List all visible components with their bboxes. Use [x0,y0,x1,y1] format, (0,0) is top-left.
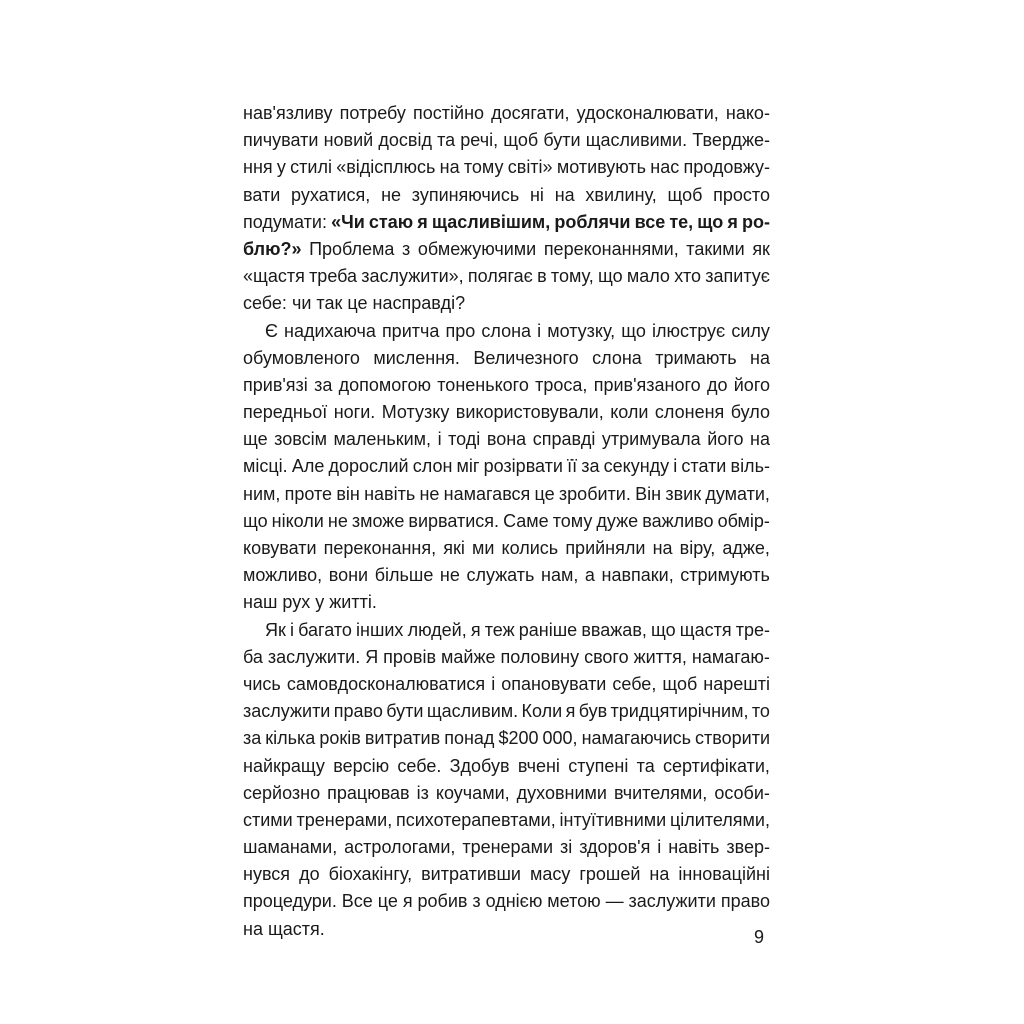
text-line [243,372,770,399]
word: мислення. [373,347,460,368]
word: намагаю- [691,646,770,667]
word: і [491,673,496,694]
text-line [243,644,770,671]
word: у [276,157,286,178]
word: Є [265,320,278,341]
word: кілька [265,728,316,749]
word: колись [501,538,559,558]
word: які [443,538,465,558]
word: Проблема [309,238,395,259]
word: віль- [730,456,770,477]
word: Все [341,891,373,912]
word: що [621,320,646,341]
word: навпаки, [601,565,674,586]
word: версію [333,755,390,776]
word: тренерами, [296,809,393,830]
text-line [243,562,770,589]
word: багато [298,619,352,640]
word: щоб [503,130,539,151]
word: передньої [243,402,328,423]
text-line [243,508,770,535]
text-line [243,236,770,263]
word: слоненя [654,402,725,423]
word: психотерапевтами, [396,809,556,830]
word: щоб [662,673,698,694]
word: місці. [243,456,288,477]
word: зробити. [558,483,631,504]
word: майже [441,646,496,667]
text-line [243,263,770,290]
word: навіть [668,837,720,858]
word: насправді? [372,293,466,314]
bold-word: все [634,211,666,232]
word: намагаючись [581,728,691,749]
word: дуже [596,510,639,531]
word: стилі [290,157,332,178]
word: Здобув [449,755,510,776]
word: і [657,837,662,858]
word: це [347,293,368,314]
bold-word: я [417,211,428,232]
word: та [437,130,456,151]
word: розірвати [483,456,563,477]
word: право [720,891,770,912]
word: нувся [243,864,291,885]
word: я [470,619,481,640]
word: працював [327,782,410,803]
word: а [584,565,595,586]
word: зможе [351,510,405,531]
word: тому, [550,266,594,287]
word: рухатися, [291,184,371,205]
text-line [243,535,770,562]
word: нас [650,157,680,178]
word: пичувати [243,130,319,151]
word: нарешті [703,673,770,694]
word: тоненького [437,374,529,395]
word: думати, [705,483,770,504]
text-line [243,753,770,780]
word: вони [328,565,369,586]
word: було [730,402,770,423]
word: і [537,320,542,341]
word: рух [282,592,311,613]
text-line [243,916,770,943]
word: прив'язі [243,374,308,395]
word: хто [674,266,702,287]
word: його [707,429,744,450]
word: слон [412,456,453,477]
word: троса, [535,374,588,395]
bold-word: стаю [368,211,414,232]
word: «щастя [243,266,305,287]
word: половину [500,646,580,667]
word: грошей [579,864,641,885]
word: прийняли [565,538,646,558]
word: світі» [507,157,553,178]
word: Він [635,483,662,504]
word: витративши [421,864,521,885]
word: теж [484,619,515,640]
word: запитує [705,266,770,287]
word: щастя. [267,918,325,939]
text-line [243,888,770,915]
text-line [243,617,770,644]
word: я [402,891,413,912]
text-line [243,807,770,834]
word: про [445,320,476,341]
word: ні [529,184,544,205]
word: нако- [725,103,770,123]
word: служать [466,565,535,586]
word: тренерами [462,837,554,858]
word: астрологами, [344,837,456,858]
word: Але [291,456,325,477]
word: до [299,864,320,885]
text-line [243,209,770,236]
word: 000, [542,728,578,749]
word: щастя [679,619,732,640]
word: провів [383,646,437,667]
word: за [243,728,262,749]
word: за [314,374,333,395]
word: не [381,184,402,205]
word: утримувала [601,429,701,450]
word: мотивують [556,157,647,178]
word: Як [265,619,286,640]
word: з [472,891,481,912]
word: маленьким, [333,429,432,450]
word: вважав, [581,619,647,640]
word: духовними [516,782,607,803]
word: можливо, [243,565,323,586]
word: раніше [518,619,578,640]
word: заслужити», [361,266,464,287]
word: цілителями, [669,809,770,830]
word: ковувати [243,538,317,558]
word: вона [486,429,527,450]
word: намагався [443,483,531,504]
word: хвилину, [585,184,657,205]
word: слона [481,320,532,341]
word: використовували, [455,402,604,423]
word: і [290,619,294,640]
text-line [243,318,770,345]
word: обмежуючими [417,238,537,259]
text-line [243,127,770,154]
word: стати [681,456,727,477]
word: новий [323,130,374,151]
word: ння [243,157,273,178]
text-line [243,154,770,181]
word: людей, [407,619,467,640]
word: такими [686,238,745,259]
word: на [652,538,673,558]
word: адже, [722,538,770,558]
word: опановувати [501,673,607,694]
word: заслужити [243,701,331,722]
word: не [439,565,460,586]
text-line [243,834,770,861]
word: подумати: [243,211,327,232]
bold-word: щасливішим, [431,211,551,232]
word: просто [713,184,770,205]
word: полягає [467,266,533,287]
word: продовжу- [683,157,770,178]
word: чись [243,673,281,694]
word: тридцятирічним, [610,701,749,722]
word: це [377,891,398,912]
text-line [243,481,770,508]
word: звер- [726,837,770,858]
word: стримують [680,565,770,586]
bold-word: ро- [741,211,770,232]
word: коли [610,402,649,423]
word: тоді [448,429,481,450]
bold-word: «Чи [331,211,365,232]
word: тре- [735,619,770,640]
word: стими [243,809,293,830]
word: і [437,429,442,450]
word: свого [584,646,629,667]
word: міг [456,456,480,477]
word: шаманами, [243,837,338,858]
text-line [243,100,770,127]
word: у [315,592,325,613]
word: дорослий [328,456,409,477]
word: серйозно [243,782,321,803]
word: Величезного [473,347,579,368]
word: понад [444,728,495,749]
word: навіть [364,483,416,504]
word: на [439,157,460,178]
word: робив [417,891,468,912]
word: особи- [714,782,770,803]
word: удосконалювати, [576,103,719,123]
word: ноги. [333,402,376,423]
word: Я [365,646,379,667]
word: чи [291,293,312,314]
text-line [243,671,770,698]
word: до [706,374,728,395]
word: житті. [329,592,377,613]
text-line [243,182,770,209]
word: це [534,483,555,504]
word: масу [529,864,571,885]
word: мотузку, [547,320,616,341]
text-line [243,780,770,807]
word: обумовленого [243,347,360,368]
word: постійно [413,103,485,123]
word: на [750,347,770,368]
word: надихаюча [284,320,376,341]
word: Коли [521,701,563,722]
word: самовдосконалюватися [286,673,486,694]
word: зовсім [274,429,327,450]
word: на [554,184,575,205]
word: досягати, [491,103,570,123]
word: інших [356,619,404,640]
word: важливо [642,510,714,531]
word: процедури. [243,891,337,912]
text-line [243,725,770,752]
paragraph [243,318,770,617]
word: на [243,918,263,939]
word: його [733,374,770,395]
word: потребу [339,103,406,123]
word: прив'язаного [593,374,701,395]
word: коучами, [435,782,510,803]
bold-word: я [727,211,738,232]
word: себе: [243,293,287,314]
bold-word: що [697,211,724,232]
word: із [416,782,429,803]
word: однією [485,891,543,912]
bold-word: блю?» [243,238,302,259]
paragraph [243,100,770,318]
word: більше [374,565,434,586]
word: в [537,266,547,287]
word: створити [695,728,770,749]
word: переконаннями, [543,238,679,259]
text-line [243,290,770,317]
word: себе. [397,755,442,776]
word: вчителями, [613,782,708,803]
word: був [578,701,608,722]
word: $200 [498,728,539,749]
word: що [651,619,676,640]
word: зі [559,837,573,858]
word: притча [381,320,440,341]
bold-word: роблячи [554,211,631,232]
word: Саме [503,510,549,531]
word: так [316,293,343,314]
word: витратив [364,728,441,749]
word: мало [626,266,670,287]
word: вирватися. [408,510,500,531]
word: заслужити. [267,646,361,667]
word: ступені [568,755,629,776]
word: себе, [612,673,657,694]
word: інтуїтивними [559,809,667,830]
word: Мотузку [381,402,450,423]
word: не [327,510,348,531]
text-line [243,426,770,453]
word: звик [665,483,702,504]
word: щоб [667,184,703,205]
paragraph [243,617,770,943]
body-text [243,100,770,943]
word: її [567,456,578,477]
word: я [565,701,576,722]
word: наш [243,592,278,613]
text-line [243,345,770,372]
word: секунду [603,456,670,477]
word: слона [592,347,642,368]
word: силу [731,320,770,341]
word: то [751,701,770,722]
word: заслужити [628,891,716,912]
bold-word: те, [669,211,694,232]
word: з [402,238,411,259]
word: за [581,456,600,477]
word: на [649,864,670,885]
word: обмір- [717,510,770,531]
word: бути [543,130,581,151]
word: тому [552,510,593,531]
text-line [243,589,770,616]
text-line [243,861,770,888]
word: і [673,456,678,477]
word: вати [243,184,281,205]
word: нав'язливу [243,103,333,123]
word: ніколи [271,510,324,531]
word: віру, [679,538,716,558]
word: ми [471,538,495,558]
word: та [636,755,655,776]
word: не [419,483,440,504]
word: тому [463,157,504,178]
word: найкращу [243,755,325,776]
word: нам, [541,565,579,586]
word: допомогою [338,374,431,395]
word: переконання, [323,538,437,558]
word: ще [243,429,268,450]
word: він [336,483,360,504]
word: метою [547,891,601,912]
text-line [243,453,770,480]
word: щасливим. [426,701,519,722]
text-line [243,698,770,725]
word: інноваційні [678,864,770,885]
word: право [333,701,383,722]
word: щасливими. [585,130,688,151]
word: зупиняючись [411,184,520,205]
word: сертифікати, [663,755,770,776]
word: здоров'я [579,837,651,858]
word: треба [309,266,358,287]
page-number: 9 [754,927,765,947]
word: біохакінгу, [328,864,413,885]
word: ба [243,646,263,667]
word: досвід [378,130,432,151]
word: на [750,429,770,450]
word: тримають [655,347,737,368]
word: Твердже- [692,130,770,151]
word: бути [386,701,424,722]
word: життя, [633,646,687,667]
word: як [752,238,770,259]
word: проте [284,483,333,504]
word: років [319,728,361,749]
word: ним, [243,483,281,504]
word: «відісплюсь [336,157,436,178]
word: вчені [517,755,560,776]
word: справді [532,429,596,450]
word: речі, [460,130,499,151]
word: що [243,510,268,531]
word: ілюструє [652,320,726,341]
word: що [597,266,623,287]
word: — [605,891,624,912]
text-line [243,399,770,426]
